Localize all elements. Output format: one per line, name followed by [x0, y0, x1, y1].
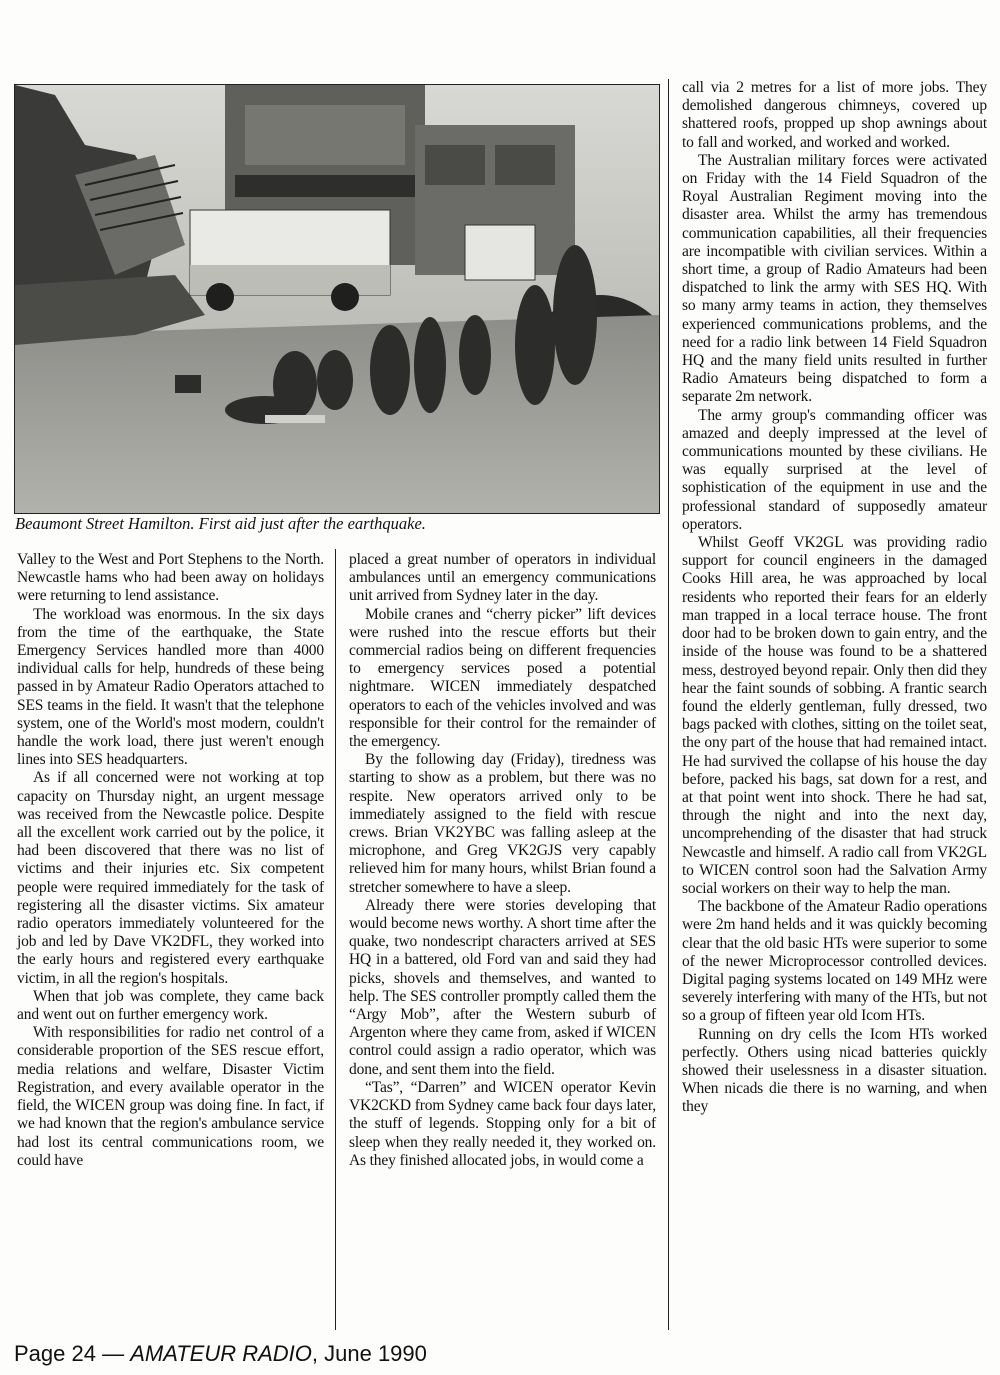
paragraph: Already there were stories developing that would become news worthy. A short time after the quake, two nondescript characters arrived at SES HQ in a battered, old Ford van and said they had picks, shovels and themselves, and wanted to help. The SES controller promptly called them the “Argy Mob”, after the Western suburb of Argenton where they came from, asked if WICEN control could assign a radio operator, which was done, and sent them into the field.	[349, 896, 656, 1078]
paragraph: The army group's commanding officer was amazed and deeply impressed at the level of communications mounted by these civilians. He was equally surprised at the level of sophistication of the equipment in use and the professional standard of supposedly amateur operators.	[682, 406, 987, 533]
page-number: Page 24 —	[14, 1341, 131, 1366]
paragraph: Whilst Geoff VK2GL was providing radio support for council engineers in the damaged Cooks Hill area, he was approached by local residents who reported their fears for an elderly man trapped in a local terrace house. The front door had to be broken down to gain entry, and the inside of the house was found to be a shattered mess, destroyed beyond repair. Only then did they hear the faint sounds of sobbing. A frantic search found the elderly gentleman, fully dressed, two bags packed with clothes, sitting on the toilet seat, the ony part of the house that had remained intact. He had survived the collapse of his house the day before, packed his bags, sat down for a rest, and at that point went into shock. There he had sat, through the night and into the next day, uncomprehending of the disaster that had struck Newcastle and himself. A radio call from VK2GL to WICEN control soon had the Salvation Army social workers on their way to help the man.	[682, 534, 987, 897]
paragraph: placed a great number of operators in individual ambulances until an emergency communications unit arrived from Sydney later in the day.	[349, 551, 656, 605]
article-column-2	[349, 551, 656, 1170]
earthquake-photo	[14, 84, 660, 514]
photo-caption: Beaumont Street Hamilton. First aid just after the earthquake.	[15, 514, 426, 533]
photo-illustration	[15, 85, 659, 513]
paragraph: Valley to the West and Port Stephens to the North. Newcastle hams who had been away on holidays were returning to lend assistance.	[17, 551, 324, 605]
issue-date: , June 1990	[311, 1341, 427, 1366]
column-divider	[335, 549, 336, 1330]
paragraph: The workload was enormous. In the six days from the time of the earthquake, the State Emergency Services handled more than 4000 individual calls for help, hundreds of these being passed in by Amateur Radio Operators attached to SES teams in the field. It wasn't that the telephone system, one of the World's most modern, couldn't handle the work load, there just weren't enough lines into SES headquarters.	[17, 605, 324, 769]
page-footer	[14, 1341, 427, 1367]
paragraph: Mobile cranes and “cherry picker” lift devices were rushed into the rescue efforts but their commercial radios being on different frequencies to emergency services posed a potential nightmare. WICEN immediately despatched operators to each of the vehicles involved and was responsible for their control for the remainder of the emergency.	[349, 605, 656, 751]
paragraph: Running on dry cells the Icom HTs worked perfectly. Others using nicad batteries quickly showed their uselessness in a disaster situation. When nicads die there is no warning, and when they	[682, 1025, 987, 1116]
paragraph: When that job was complete, they came back and went out on further emergency work.	[17, 987, 324, 1024]
paragraph: The backbone of the Amateur Radio operations were 2m hand helds and it was quickly becoming clear that the old basic HTs were superior to some of the newer Microprocessor controlled devices. Digital paging systems located on 149 MHz were severely interfering with many of the HTs, but not so a group of fifteen year old Icom HTs.	[682, 898, 987, 1025]
paragraph: With responsibilities for radio net control of a considerable proportion of the SES rescue effort, media relations and welfare, Disaster Victim Registration, and every available operator in the field, the WICEN group was doing fine. In fact, if we had known that the region's ambulance service had lost its central communications room, we could have	[17, 1024, 324, 1169]
paragraph: The Australian military forces were activated on Friday with the 14 Field Squadron of the Royal Australian Regiment moving into the disaster area. Whilst the army has tremendous communication capabilities, all their frequencies are incompatible with civilian services. Within a short time, a group of Radio Amateurs had been dispatched to link the army with SES HQ. With so many army teams in action, they themselves experienced communications problems, and the need for a radio link between 14 Field Squadron HQ and the many field units resulted in further Radio Amateurs being dispatched to form a separate 2m network.	[682, 151, 987, 406]
paragraph: “Tas”, “Darren” and WICEN operator Kevin VK2CKD from Sydney came back four days later, the stuff of legends. Stopping only for a bit of sleep when they really needed it, they worked on. As they finished allocated jobs, in would come a	[349, 1078, 656, 1169]
magazine-title: AMATEUR RADIO	[130, 1341, 312, 1366]
paragraph: call via 2 metres for a list of more jobs. They demolished dangerous chimneys, covered up shattered roofs, propped up shop awnings about to fall and worked, and worked and worked.	[682, 79, 987, 151]
article-column-3	[682, 79, 987, 1117]
paragraph: As if all concerned were not working at top capacity on Thursday night, an urgent message was received from the Newcastle police. Despite all the excellent work carried out by the police, it had been discovered that there was no list of victims and their injuries etc. Six competent people were required immediately for the task of registering all the disaster victims. Six amateur radio operators immediately volunteered for the job and led by Dave VK2DFL, they worked into the early hours and registered every earthquake victim, in all the region's hospitals.	[17, 769, 324, 987]
article-column-1	[17, 551, 324, 1170]
paragraph: By the following day (Friday), tiredness was starting to show as a problem, but there was no respite. New operators arrived only to be immediately assigned to the field with rescue crews. Brian VK2YBC was falling asleep at the microphone, and Greg VK2GJS very capably relieved him for many hours, whilst Brian found a stretcher somewhere to have a sleep.	[349, 751, 656, 896]
column-divider	[668, 79, 669, 1330]
